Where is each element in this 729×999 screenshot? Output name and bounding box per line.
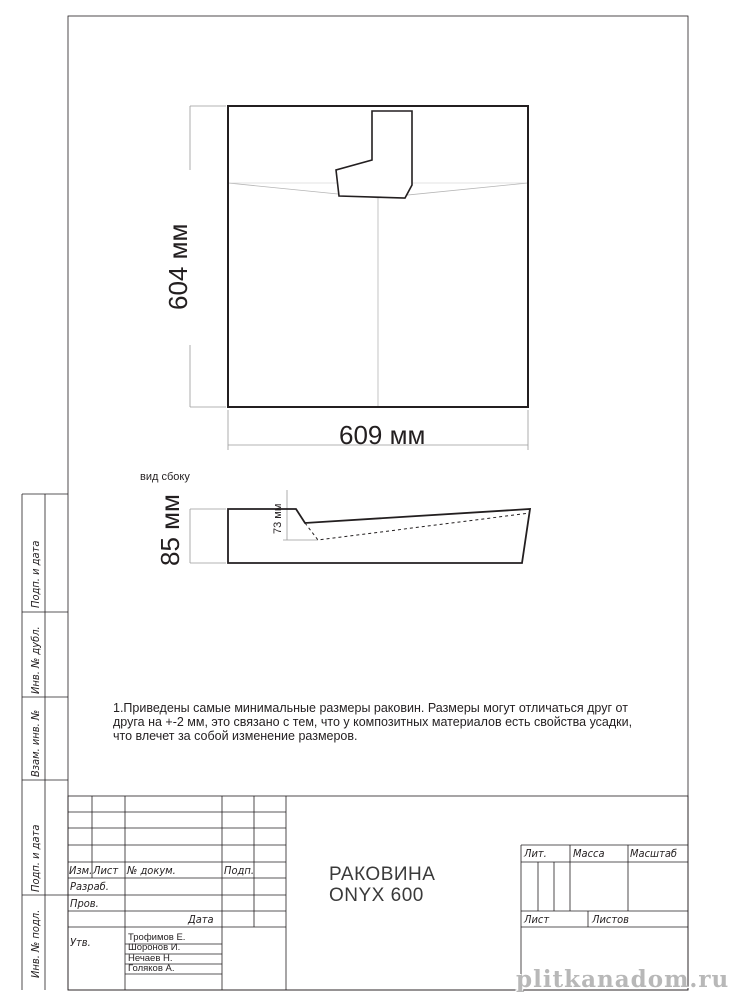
width-dimension-label: 609 мм <box>339 420 426 450</box>
sheets-label: Листов <box>592 913 629 926</box>
name-3: Нечаев Н. <box>128 953 173 964</box>
lit-label: Лит. <box>524 847 547 860</box>
row-checked: Пров. <box>70 897 99 910</box>
header-doc-number: № докум. <box>127 864 176 877</box>
top-view <box>190 106 528 450</box>
sheet-label: Лист <box>524 913 550 926</box>
row-developed: Разраб. <box>70 880 109 893</box>
mass-label: Масса <box>573 847 605 860</box>
header-signature: Подп. <box>224 864 254 877</box>
header-sheet: Лист <box>93 864 119 877</box>
header-change: Изм. <box>69 864 93 877</box>
name-2: Шоронов И. <box>128 942 181 953</box>
side-view-label: вид сбоку <box>140 471 190 483</box>
side-height-dimension-label: 85 мм <box>155 494 185 566</box>
basin-depth-line <box>305 513 530 540</box>
depth-dimension-label: 73 мм <box>272 503 284 534</box>
dimension-note: 1.Приведены самые минимальные размеры раковин. Размеры могут отличаться друг от друга на +-2 мм, это связано с тем, что у композитных материалов есть свойства усадки, что влечет за собой изменение размеров. <box>113 701 633 743</box>
side-view <box>190 490 530 563</box>
product-title-line1: РАКОВИНА <box>329 864 436 885</box>
date-label: Дата <box>188 913 214 926</box>
row-approved: Утв. <box>70 936 91 949</box>
name-4: Голяков А. <box>128 963 175 974</box>
watermark-text: plitkanadom.ru <box>516 966 729 993</box>
strip-label-orig-inv: Инв. № подл. <box>29 909 42 978</box>
tap-hole-outline <box>336 111 412 198</box>
strip-label-sign-date-1: Подп. и дата <box>29 540 42 608</box>
strip-label-replace-inv: Взам. инв. № <box>29 709 42 777</box>
product-title-line2: ONYX 600 <box>329 885 424 906</box>
strip-label-dup-inv: Инв. № дубл. <box>29 626 42 694</box>
sheet-frame <box>22 16 688 990</box>
height-dimension-label: 604 мм <box>163 223 193 310</box>
strip-label-sign-date-2: Подп. и дата <box>29 824 42 892</box>
scale-label: Масштаб <box>630 847 678 860</box>
name-1: Трофимов Е. <box>128 932 186 943</box>
